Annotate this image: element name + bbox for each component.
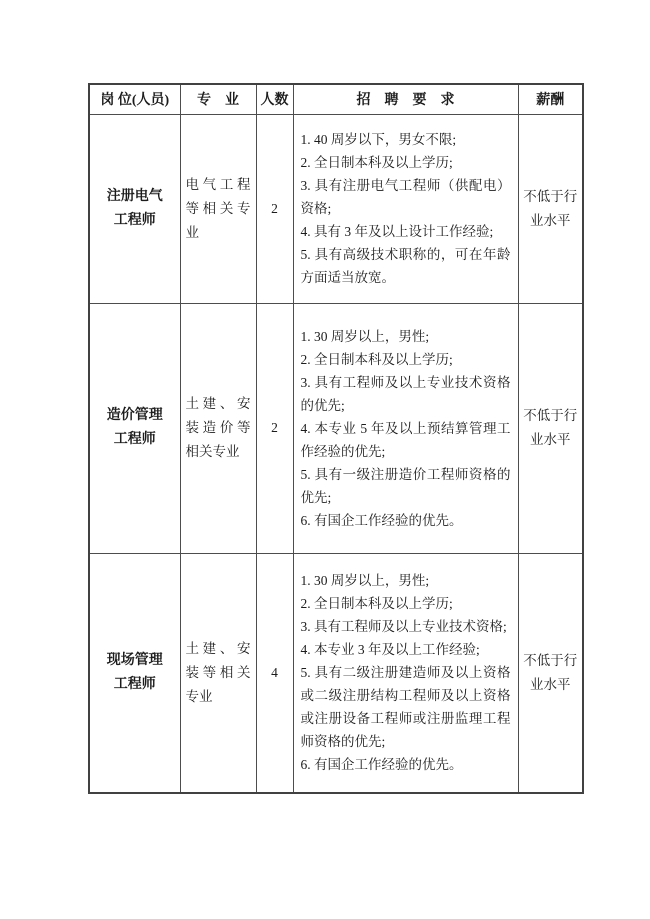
requirement-item: 4. 本专业 5 年及以上预结算管理工作经验的优先;	[300, 420, 511, 459]
requirement-item: 6. 有国企工作经验的优先。	[300, 512, 463, 528]
table-row	[89, 114, 583, 303]
headcount-cell: 2	[256, 114, 293, 303]
table-row	[89, 303, 583, 553]
header-salary: 薪酬	[518, 84, 583, 114]
requirement-item: 5. 具有高级技术职称的，可在年龄方面适当放宽。	[300, 247, 511, 285]
requirements-cell	[293, 114, 518, 303]
major-cell: 土建、安装造价等相关专业	[180, 303, 256, 553]
requirements-list	[301, 128, 511, 289]
requirement-item: 6. 有国企工作经验的优先。	[300, 757, 463, 773]
position-cell: 注册电气工程师	[89, 114, 180, 303]
header-major: 专 业	[180, 84, 256, 114]
recruitment-table	[88, 83, 584, 794]
requirement-item: 3. 具有工程师及以上专业技术资格;	[300, 619, 507, 635]
major-cell: 电气工程等相关专业	[180, 114, 256, 303]
requirement-item: 5. 具有一级注册造价工程师资格的优先;	[300, 466, 511, 505]
requirement-item: 2. 全日制本科及以上学历;	[300, 596, 453, 612]
requirements-cell	[293, 553, 518, 793]
requirement-item: 3. 具有工程师及以上专业技术资格的优先;	[300, 374, 511, 413]
header-position: 岗 位(人员)	[89, 84, 180, 114]
requirements-list	[301, 325, 511, 532]
salary-cell: 不低于行业水平	[518, 303, 583, 553]
requirement-item: 2. 全日制本科及以上学历;	[300, 155, 453, 170]
requirement-item: 4. 具有 3 年及以上设计工作经验;	[300, 224, 494, 239]
header-requirements: 招 聘 要 求	[293, 84, 518, 114]
position-cell: 现场管理工程师	[89, 553, 180, 793]
headcount-cell: 4	[256, 553, 293, 793]
requirements-cell	[293, 303, 518, 553]
table-header-row	[89, 84, 583, 114]
requirements-list	[301, 569, 511, 776]
major-cell: 土建、安装等相关专业	[180, 553, 256, 793]
table-row	[89, 553, 583, 793]
requirement-item: 1. 40 周岁以下，男女不限;	[300, 132, 457, 147]
salary-cell: 不低于行业水平	[518, 114, 583, 303]
requirement-item: 1. 30 周岁以上，男性;	[300, 573, 430, 589]
salary-cell: 不低于行业水平	[518, 553, 583, 793]
requirement-item: 1. 30 周岁以上，男性;	[300, 328, 430, 344]
requirement-item: 2. 全日制本科及以上学历;	[300, 351, 453, 367]
requirement-item: 4. 本专业 3 年及以上工作经验;	[300, 642, 480, 658]
requirement-item: 5. 具有二级注册建造师及以上资格或二级注册结构工程师及以上资格或注册设备工程师或注册监理工程师资格的优先;	[300, 665, 511, 750]
headcount-cell: 2	[256, 303, 293, 553]
position-cell: 造价管理工程师	[89, 303, 180, 553]
requirement-item: 3. 具有注册电气工程师（供配电）资格;	[300, 178, 511, 216]
header-headcount: 人数	[256, 84, 293, 114]
